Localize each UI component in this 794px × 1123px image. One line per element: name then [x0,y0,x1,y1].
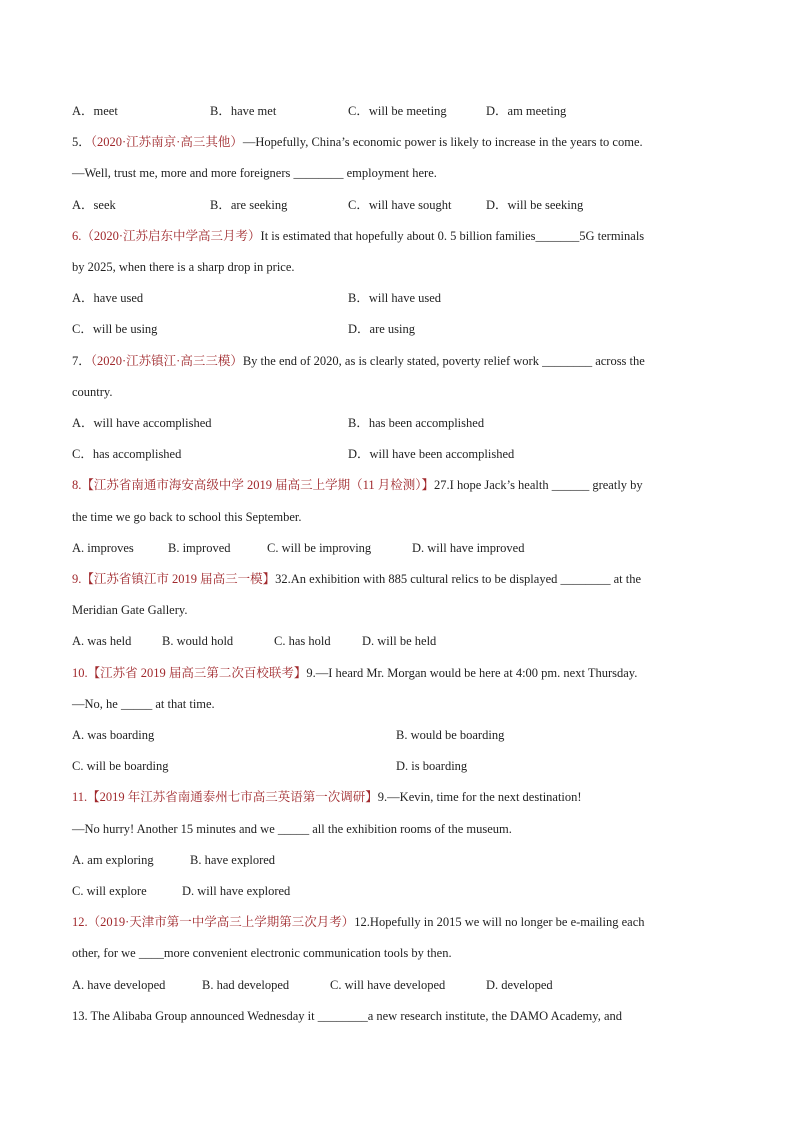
option-c: C．will have sought [348,198,452,212]
option-a: A. am exploring [72,853,154,867]
q10-stem-continued: —No, he _____ at that time. [72,697,215,711]
question-source: 11.【2019 年江苏省南通泰州七市高三英语第一次调研】 [72,790,378,804]
q11-stem-continued: —No hurry! Another 15 minutes and we _____ all the exhibition rooms of the museum. [72,822,512,836]
question-text: 9.—I heard Mr. Morgan would be here at 4:00 pm. next Thursday. [306,666,638,680]
option-a: A. was held [72,634,132,648]
option-d: D. developed [486,978,553,992]
option-d: D. will have improved [412,541,525,555]
question-number: 5． [72,135,91,149]
option-b: B．have met [210,104,277,118]
q10-options-row2 [72,758,732,774]
q11-options-row1 [72,852,732,868]
q13-stem: 13. The Alibaba Group announced Wednesday it ________a new research institute, the DAMO Academy, and [72,1009,623,1023]
question-source: （2020·江苏镇江·高三三模） [90,354,243,368]
q7-options-row2 [72,446,732,462]
option-c: C. will have developed [330,978,446,992]
option-b: B. have explored [190,853,276,867]
question-text: 9.—Kevin, time for the next destination! [377,790,582,804]
option-a: A．have used [72,291,144,305]
q9-stem-continued: Meridian Gate Gallery. [72,603,188,617]
question-number: 6. [72,229,82,243]
q12-stem [72,914,645,930]
option-a: A．seek [72,198,116,212]
option-c: C. has hold [274,634,331,648]
option-c: C. will be improving [267,541,372,555]
option-a: A. was boarding [72,728,155,742]
option-d: D．will be seeking [486,198,584,212]
question-source: 10.【江苏省 2019 届高三第二次百校联考】 [72,666,307,680]
option-b: B．has been accomplished [348,416,485,430]
q12-stem-continued: other, for we ____more convenient electronic communication tools by then. [72,946,452,960]
q11-options-row2 [72,883,732,899]
option-b: B．are seeking [210,198,288,212]
option-a: A. have developed [72,978,166,992]
question-source: （2020·江苏启东中学高三月考） [81,229,261,243]
q5-stem [72,134,643,150]
question-text: 12.Hopefully in 2015 we will no longer be e-mailing each [354,915,645,929]
option-b: B. would be boarding [396,728,505,742]
q12-options [72,977,732,993]
q9-stem [72,571,641,587]
question-text: By the end of 2020, as is clearly stated, poverty relief work ________ across the [242,354,645,368]
question-text: 27.I hope Jack’s health ______ greatly by [434,478,643,492]
question-text: It is estimated that hopefully about 0. 5 billion families_______5G terminals [260,229,645,243]
q6-options-row2 [72,321,732,337]
option-c: C. will be boarding [72,759,169,773]
q11-stem [72,789,582,805]
option-d: D．will have been accomplished [348,447,515,461]
option-b: B. improved [168,541,231,555]
q5-options [72,197,732,213]
option-a: A．will have accomplished [72,416,212,430]
question-text: 32.An exhibition with 885 cultural relics to be displayed ________ at the [275,572,642,586]
question-source: 9.【江苏省镇江市 2019 届高三一模】 [72,572,276,586]
option-b: B. would hold [162,634,234,648]
option-c: C. will explore [72,884,147,898]
q4-options [72,103,732,119]
q6-stem [72,228,644,244]
question-number: 12. [72,915,88,929]
question-source: （2019·天津市第一中学高三上学期第三次月考） [87,915,355,929]
question-source: 8.【江苏省南通市海安高级中学 2019 届高三上学期（11 月检测）】 [72,478,435,492]
q9-options [72,633,732,649]
option-d: D. will have explored [182,884,291,898]
q5-stem-continued: —Well, trust me, more and more foreigners ________ employment here. [72,166,437,180]
option-a: A. improves [72,541,134,555]
option-d: D．are using [348,322,415,336]
option-c: C．will be using [72,322,158,336]
q7-options-row1 [72,415,732,431]
q8-stem-continued: the time we go back to school this September. [72,510,302,524]
option-d: D. is boarding [396,759,468,773]
option-b: B．will have used [348,291,442,305]
option-c: C．has accomplished [72,447,182,461]
option-d: D．am meeting [486,104,567,118]
option-c: C．will be meeting [348,104,447,118]
option-d: D. will be held [362,634,437,648]
q6-options-row1 [72,290,732,306]
q8-stem [72,477,643,493]
q10-stem [72,665,637,681]
q7-stem-continued: country. [72,385,113,399]
q6-stem-continued: by 2025, when there is a sharp drop in price. [72,260,295,274]
question-text: —Hopefully, China’s economic power is likely to increase in the years to come. [242,135,643,149]
option-a: A．meet [72,104,118,118]
question-number: 7． [72,354,91,368]
question-source: （2020·江苏南京·高三其他） [90,135,243,149]
q7-stem [72,353,645,369]
q10-options-row1 [72,727,732,743]
q8-options [72,540,732,556]
option-b: B. had developed [202,978,290,992]
